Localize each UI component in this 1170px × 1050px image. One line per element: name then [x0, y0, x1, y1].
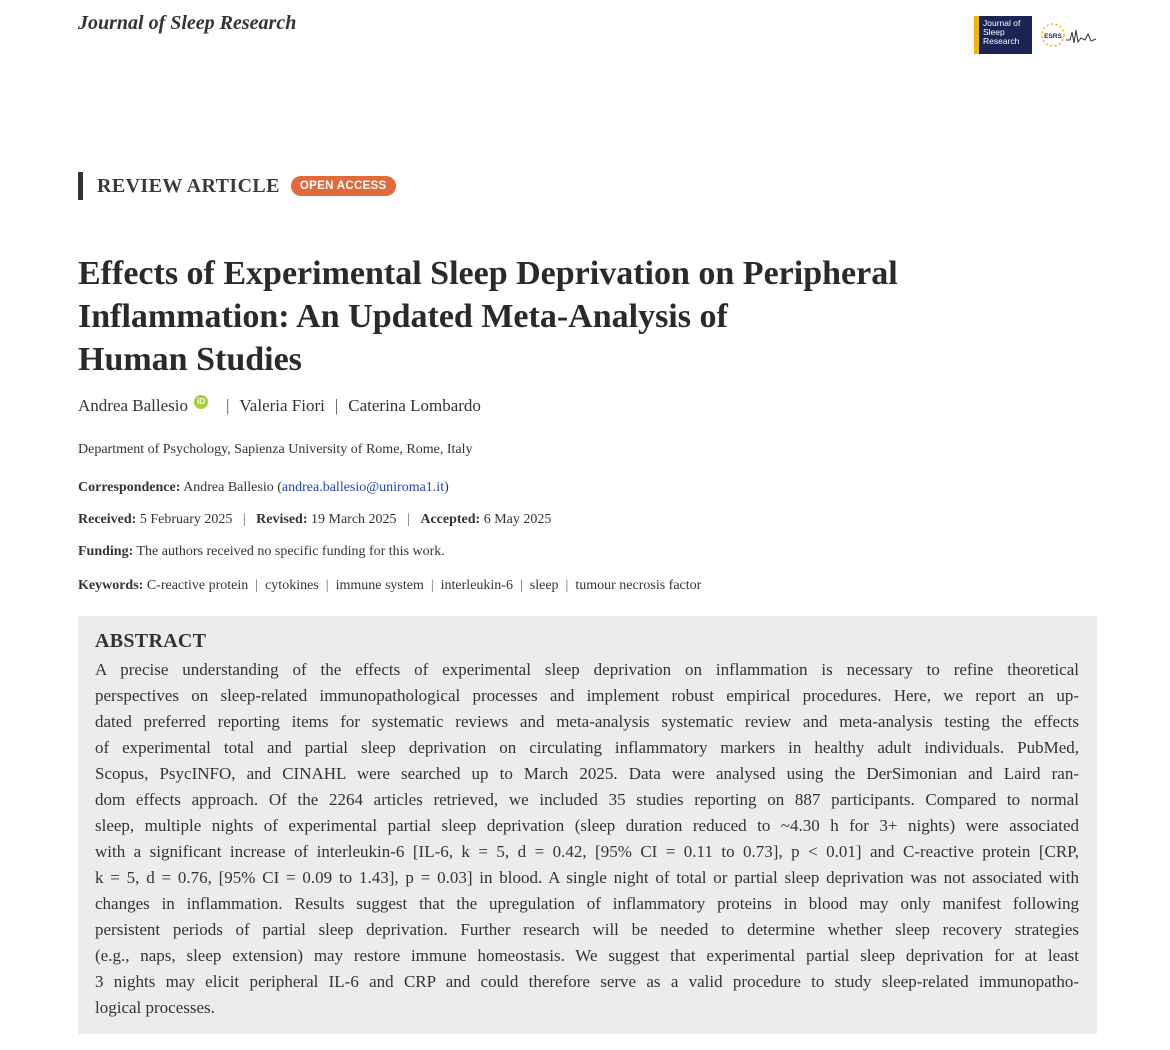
jsr-logo-line: Sleep — [983, 27, 1005, 37]
title-line: Human Studies — [78, 341, 302, 378]
keyword-separator: | — [519, 578, 523, 593]
abstract-line: dated preferred reporting items for systematic reviews and meta-analysis systematic review and meta-analysis testing the effects — [95, 712, 1079, 731]
keyword-separator: | — [565, 578, 569, 593]
accepted-date: 6 May 2025 — [483, 512, 552, 527]
jsr-logo-line: Research — [983, 36, 1020, 46]
abstract-line: logical processes. — [95, 998, 215, 1017]
keywords-label: Keywords: — [78, 578, 144, 593]
jsr-logo-line: Journal of — [983, 18, 1021, 28]
affiliation: Department of Psychology, Sapienza University of Rome, Rome, Italy — [78, 442, 473, 457]
funding-label: Funding: — [78, 544, 134, 559]
abstract-line: sleep, multiple nights of experimental partial sleep deprivation (sleep duration reduced to ~4.30 h for 3+ nights) were associated — [95, 816, 1079, 835]
keyword[interactable]: cytokines — [265, 578, 319, 593]
jsr-logo[interactable] — [974, 16, 1032, 54]
abstract-line: (e.g., naps, sleep extension) may restore immune homeostasis. We suggest that experimental partial sleep deprivation for at least — [95, 946, 1079, 965]
keyword[interactable]: tumour necrosis factor — [575, 578, 702, 593]
author-name[interactable]: Caterina Lombardo — [348, 396, 481, 415]
keyword-separator: | — [255, 578, 259, 593]
article-type-label: REVIEW ARTICLE — [97, 174, 280, 197]
title-line: Effects of Experimental Sleep Deprivation on Peripheral — [78, 255, 898, 292]
received-label: Received: — [78, 512, 137, 527]
article-type-row — [78, 172, 396, 200]
accepted-label: Accepted: — [420, 512, 481, 527]
abstract-line: changes in inflammation. Results suggest that the upregulation of inflammatory proteins in blood may only manifest following — [95, 894, 1079, 913]
abstract-line: with a significant increase of interleukin-6 [IL-6, k = 5, d = 0.42, [95% CI = 0.11 to 0.73], p < 0.01] and C-reactive protein [CRP, — [95, 842, 1079, 861]
type-bar-decoration — [78, 172, 83, 200]
abstract-line: Scopus, PsycINFO, and CINAHL were searched up to March 2025. Data were analysed using the DerSimonian and Laird ran- — [95, 764, 1079, 783]
author-separator: | — [334, 396, 339, 415]
esrs-society-logo[interactable] — [1038, 16, 1100, 54]
abstract-body — [95, 657, 1079, 1021]
date-separator: | — [242, 512, 246, 527]
correspondence-name: Andrea Ballesio — [183, 480, 274, 495]
author-separator: | — [226, 396, 230, 415]
esrs-logo-text: ESRS — [1044, 33, 1062, 40]
correspondence-email-link[interactable]: andrea.ballesio@uniroma1.it — [281, 480, 445, 495]
author-name[interactable]: Valeria Fiori — [239, 396, 325, 415]
abstract-line: A precise understanding of the effects of experimental sleep deprivation on inflammation is necessary to refine theoretical — [95, 660, 1079, 679]
funding-text: The authors received no specific funding for this work. — [136, 544, 445, 559]
keyword[interactable]: interleukin-6 — [440, 578, 513, 593]
open-access-badge[interactable]: OPEN ACCESS — [291, 176, 396, 196]
abstract-line: 3 nights may elicit peripheral IL-6 and CRP and could therefore serve as a valid procedure to study sleep-related immunopatho- — [95, 972, 1079, 991]
author-list — [78, 396, 481, 416]
abstract-line: dom effects approach. Of the 2264 articles retrieved, we included 35 studies reporting on 887 participants. Compared to normal — [95, 790, 1079, 809]
keyword[interactable]: sleep — [529, 578, 559, 593]
article-title — [78, 252, 1078, 381]
correspondence-label: Correspondence: — [78, 480, 181, 495]
correspondence: Correspondence: Andrea Ballesio (andrea.ballesio@uniroma1.it) — [78, 480, 449, 495]
abstract-line: persistent periods of partial sleep deprivation. Further research will be needed to determine whether sleep recovery strategies — [95, 920, 1079, 939]
abstract-line: of experimental total and partial sleep deprivation on circulating inflammatory markers in healthy adult individuals. PubMed, — [95, 738, 1079, 757]
abstract-line: k = 5, d = 0.76, [95% CI = 0.09 to 1.43], p = 0.03] in blood. A single night of total or partial sleep deprivation was not associated with — [95, 868, 1079, 887]
revised-date: 19 March 2025 — [311, 512, 397, 527]
keyword[interactable]: immune system — [335, 578, 424, 593]
keyword-separator: | — [430, 578, 434, 593]
article-dates — [78, 512, 551, 528]
abstract-heading: ABSTRACT — [95, 630, 207, 652]
abstract-line: perspectives on sleep-related immunopathological processes and implement robust empirical procedures. Here, we report an up- — [95, 686, 1079, 705]
keyword-separator: | — [325, 578, 329, 593]
revised-label: Revised: — [256, 512, 308, 527]
keyword[interactable]: C-reactive protein — [146, 578, 249, 593]
author-name[interactable]: Andrea Ballesio — [78, 396, 188, 415]
orcid-icon[interactable]: iD — [194, 395, 208, 409]
keywords — [78, 578, 701, 594]
date-separator: | — [407, 512, 410, 527]
journal-logos — [974, 16, 1100, 54]
funding-statement — [78, 544, 445, 560]
abstract-section — [78, 616, 1097, 1034]
title-line: Inflammation: An Updated Meta-Analysis of — [78, 298, 728, 335]
journal-name[interactable]: Journal of Sleep Research — [78, 12, 297, 34]
received-date: 5 February 2025 — [139, 512, 233, 527]
